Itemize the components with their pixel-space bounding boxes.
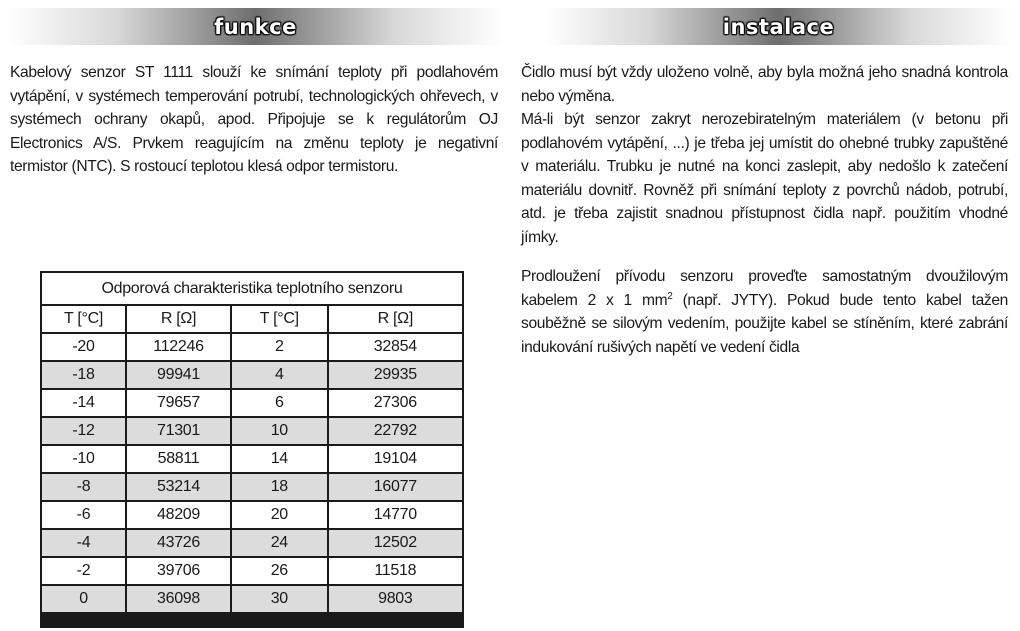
table-row [42,585,462,612]
table-cell: 43726 [126,529,231,557]
table-cell: 18 [231,473,328,501]
section-title-funkce: funkce [214,14,297,39]
table-row [42,473,462,501]
table-cell: -14 [42,389,126,417]
table-row [42,361,462,389]
table-row [42,557,462,585]
table-cell: 19104 [328,445,462,473]
table-cell: -8 [42,473,126,501]
column-header: R [Ω] [328,305,462,333]
table-cell: -2 [42,557,126,585]
instalace-p2-text-b: (např. JYTY). Pokud bude tento kabel tažen souběžně se silovým vedením, použijte kabel se stíněním, které zabrání indukování rušivých napětí ve vedení čidla [521,291,1008,356]
table-cell: 20 [231,501,328,529]
table-row [42,333,462,361]
section-title-instalace: instalace [722,14,835,39]
table-cell: 79657 [126,389,231,417]
table-cell: -6 [42,501,126,529]
instalace-p2-superscript: 2 [667,290,673,302]
table-cell: -20 [42,333,126,361]
column-header: T [°C] [42,305,126,333]
table-cell: 26 [231,557,328,585]
table-cell: 53214 [126,473,231,501]
table-cell: 22792 [328,417,462,445]
instalace-paragraph-1: Čidlo musí být vždy uloženo volně, aby byla možná jeho snadná kontrola nebo výměna. Má-li být senzor zakryt nerozebiratelným materiálem (v betonu při podlahovém vytápění, ...) je třeba jej umístit do ohebné trubky zapuštěné v materiálu. Trubku je nutné na konci zaslepit, aby nedošlo k zatečení materiálu dovnitř. Rovněž při snímání teploty z povrchů nádob, potrubí, atd. je třeba zajistit snadnou přístupnost čidla např. použitím vhodné jímky. [521,64,1008,246]
table-cell: 29935 [328,361,462,389]
table-cell: 10 [231,417,328,445]
table-cell: 4 [231,361,328,389]
table-cell: 27306 [328,389,462,417]
table-cell: 11518 [328,557,462,585]
table-cell: 2 [231,333,328,361]
table-cell: 14 [231,445,328,473]
funkce-paragraph: Kabelový senzor ST 1111 slouží ke snímání teploty při podlahovém vytápění, v systémech temperování potrubí, technologických ohřevech, v systémech ochrany okapů, apod. Připojuje se k regulátorům OJ Electronics A/S. Prvkem reagujícím na změnu teploty je negativní termistor (NTC). S rostoucí teplotou klesá odpor termistoru. [10,64,498,175]
table-cell: -18 [42,361,126,389]
table-cell: 24 [231,529,328,557]
table-cell: 9803 [328,585,462,612]
section-header-instalace [545,8,1012,45]
table-cell: 36098 [126,585,231,612]
table-row [42,389,462,417]
table-cell: -10 [42,445,126,473]
table-cell: 71301 [126,417,231,445]
table-cell: 112246 [126,333,231,361]
instalace-paragraph-2 [521,265,1008,359]
table-cell: 16077 [328,473,462,501]
table-cell: 48209 [126,501,231,529]
table-cell: -12 [42,417,126,445]
column-header: R [Ω] [126,305,231,333]
table-row [42,529,462,557]
table-cell: 14770 [328,501,462,529]
table-cell: 32854 [328,333,462,361]
table-cell: 12502 [328,529,462,557]
table-cell: 99941 [126,361,231,389]
column-header: T [°C] [231,305,328,333]
table-row [42,445,462,473]
table-row [42,501,462,529]
table-cell: 30 [231,585,328,612]
table-cell: 39706 [126,557,231,585]
resistance-table [40,271,464,628]
table-row [42,417,462,445]
instalace-p2-text-a: Prodloužení přívodu senzoru proveďte samostatným dvoužilovým kabelem 2 x 1 mm [521,268,1008,309]
table-cell: -4 [42,529,126,557]
table-cell: 0 [42,585,126,612]
table-cell: 58811 [126,445,231,473]
section-header-funkce [8,8,503,45]
table-cell: 6 [231,389,328,417]
table-caption: Odporová charakteristika teplotního senzoru [42,273,462,305]
